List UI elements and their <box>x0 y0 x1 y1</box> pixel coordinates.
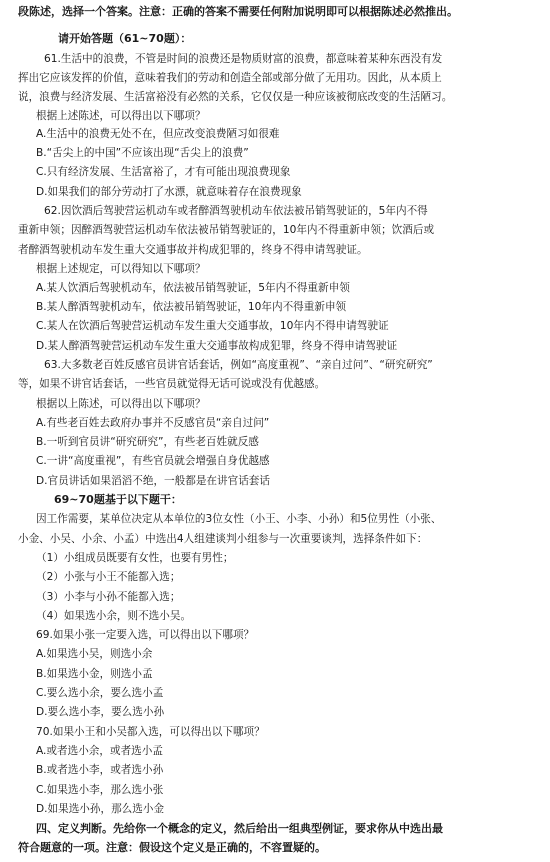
text-line: 62.因饮酒后驾驶营运机动车或者醉酒驾驶机动车依法被吊销驾驶证的，5年内不得 <box>44 205 428 217</box>
text-line: D.某人醉酒驾驶营运机动车发生重大交通事故构成犯罪，终身不得申请驾驶证 <box>36 340 398 352</box>
text-line: 因工作需要，某单位决定从本单位的3位女性（小王、小李、小孙）和5位男性（小张、 <box>36 513 442 525</box>
text-line: A.某人饮酒后驾驶机动车，依法被吊销驾驶证，5年内不得重新申领 <box>36 282 350 294</box>
text-line: 63.大多数老百姓反感官员讲官话套话，例如“高度重视”、“亲自过问”、“研究研究” <box>44 359 433 371</box>
text-line: 70.如果小王和小吴都入选，可以得出以下哪项？ <box>36 726 265 738</box>
text-line: D.如果我们的部分劳动打了水漂，就意味着存在浪费现象 <box>36 186 302 198</box>
text-line: 根据上述陈述，可以得出以下哪项？ <box>36 110 206 122</box>
text-line: C.一讲“高度重视”，有些官员就会增强自身优越感 <box>36 455 270 467</box>
text-line: D.官员讲话如果滔滔不绝，一般都是在讲官话套话 <box>36 475 270 487</box>
text-line: 等，如果不讲官话套话，一些官员就觉得无话可说或没有优越感。 <box>18 378 326 390</box>
text-line: B.一听到官员讲“研究研究”，有些老百姓就反感 <box>36 436 259 448</box>
text-line: 说，浪费与经济发展、生活富裕没有必然的关系，它仅仅是一种应该被彻底改变的生活陋习。 <box>18 91 453 103</box>
text-line: B.“舌尖上的中国”不应该出现“舌尖上的浪费” <box>36 147 249 159</box>
text-line: 请开始答题（61~70题）： <box>58 32 192 45</box>
text-line: A.如果选小吴，则选小余 <box>36 648 153 660</box>
text-line: C.某人在饮酒后驾驶营运机动车发生重大交通事故，10年内不得申请驾驶证 <box>36 320 389 332</box>
text-line: C.只有经济发展、生活富裕了，才有可能出现浪费现象 <box>36 166 291 178</box>
text-line: 段陈述，选择一个答案。注意：正确的答案不需要任何附加说明即可以根据陈述必然推出。 <box>18 5 458 18</box>
text-line: 者醉酒驾驶机动车发生重大交通事故并构成犯罪的，终身不得申请驾驶证。 <box>18 244 368 256</box>
text-line: A.或者选小余，或者选小孟 <box>36 745 163 757</box>
text-line: 61.生活中的浪费，不管是时间的浪费还是物质财富的浪费，都意味着某种东西没有发 <box>44 53 443 65</box>
text-line: B.如果选小金，则选小孟 <box>36 668 153 680</box>
text-line: 符合题意的一项。注意：假设这个定义是正确的，不容置疑的。 <box>18 841 326 854</box>
text-line: （1）小组成员既要有女性，也要有男性； <box>36 552 234 564</box>
text-line: D.如果选小孙，那么选小金 <box>36 803 165 815</box>
text-line: 挥出它应该发挥的价值，意味着我们的劳动和创造全部或部分做了无用功。因此，从本质上 <box>18 72 442 84</box>
text-line: 小金、小吴、小余、小孟）中选出4人组建谈判小组参与一次重要谈判，选择条件如下： <box>18 533 428 545</box>
text-line: B.或者选小李，或者选小孙 <box>36 764 164 776</box>
text-line: （2）小张与小王不能都入选； <box>36 571 181 583</box>
text-line: 69~70题基于以下题干： <box>54 493 182 506</box>
text-line: （3）小李与小孙不能都入选； <box>36 591 181 603</box>
text-line: （4）如果选小余，则不选小吴。 <box>36 610 192 622</box>
text-line: 69.如果小张一定要入选，可以得出以下哪项？ <box>36 629 255 641</box>
text-line: C.如果选小李，那么选小张 <box>36 784 164 796</box>
text-line: A.有些老百姓去政府办事并不反感官员“亲自过问” <box>36 417 270 429</box>
text-line: B.某人醉酒驾驶机动车，依法被吊销驾驶证，10年内不得重新申领 <box>36 301 347 313</box>
text-line: 四、定义判断。先给你一个概念的定义，然后给出一组典型例证，要求你从中选出最 <box>36 822 443 835</box>
text-line: 根据上述规定，可以得知以下哪项？ <box>36 263 206 275</box>
text-line: C.要么选小余，要么选小孟 <box>36 687 164 699</box>
text-line: A.生活中的浪费无处不在，但应改变浪费陋习如很难 <box>36 128 280 140</box>
text-line: D.要么选小李，要么选小孙 <box>36 706 165 718</box>
text-line: 重新申领；因醉酒驾驶营运机动车依法被吊销驾驶证的，10年内不得重新申领；饮酒后或 <box>18 224 435 236</box>
text-line: 根据以上陈述，可以得出以下哪项？ <box>36 398 206 410</box>
